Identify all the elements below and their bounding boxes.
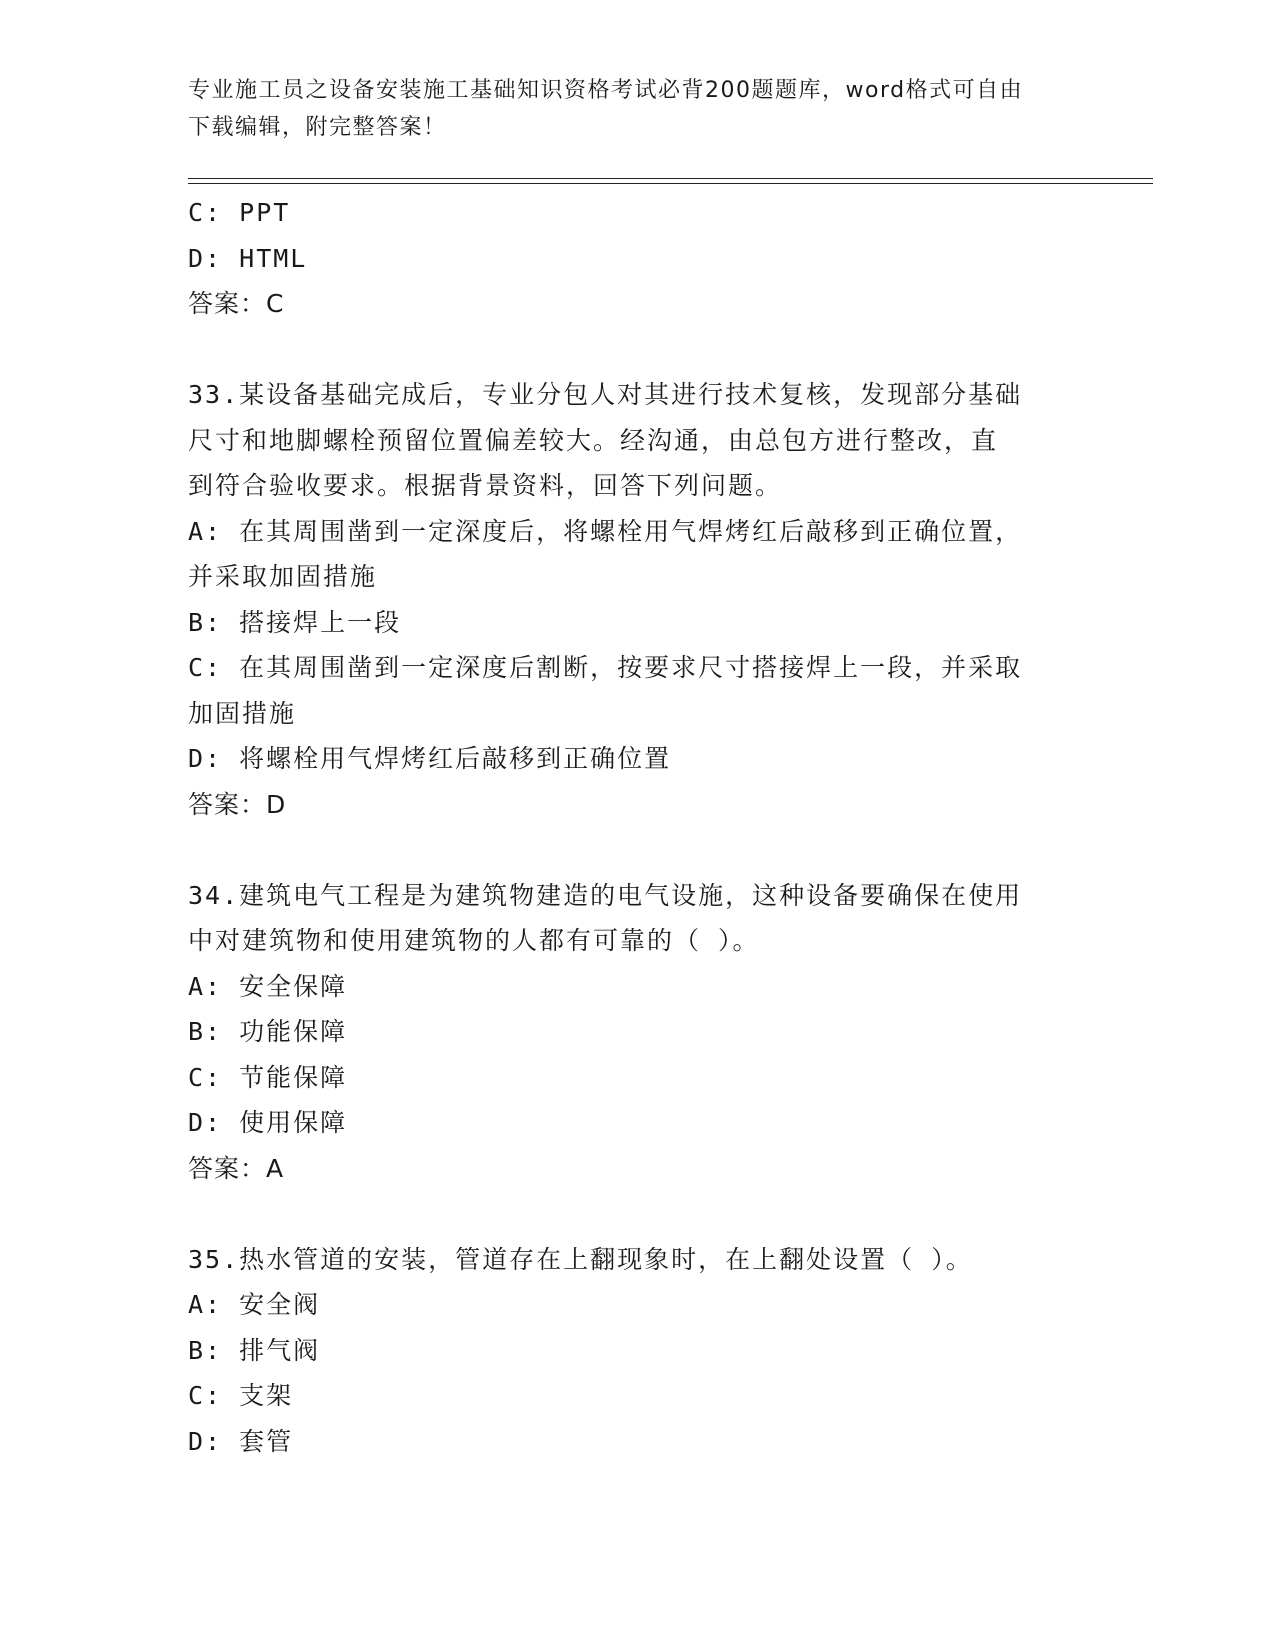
- answer: 答案：A: [188, 1153, 285, 1183]
- option-b: B: 搭接焊上一段: [188, 607, 402, 637]
- question-35: [188, 1237, 1088, 1465]
- option-c: C: 节能保障: [188, 1062, 348, 1092]
- question-stem-line: 34.建筑电气工程是为建筑物建造的电气设施，这种设备要确保在使用: [188, 880, 1023, 910]
- option-d: D: HTML: [188, 243, 308, 273]
- option-d: D: 使用保障: [188, 1108, 348, 1137]
- question-stem-line: 33.某设备基础完成后，专业分包人对其进行技术复核，发现部分基础: [188, 380, 1023, 409]
- option-d: D: 套管: [188, 1426, 294, 1456]
- spacer: [188, 1191, 1088, 1237]
- header-title-line-1: 专业施工员之设备安装施工基础知识资格考试必背200题题库，word格式可自由: [188, 78, 1024, 103]
- header-divider-bottom: [188, 183, 1153, 184]
- answer: 答案：C: [188, 289, 285, 318]
- option-c-continued: 加固措施: [188, 698, 297, 728]
- page-header: [188, 72, 1088, 146]
- option-b: B: 功能保障: [188, 1017, 348, 1046]
- spacer: [188, 327, 1088, 373]
- answer: 答案：D: [188, 789, 287, 819]
- header-title-line-2: 下载编辑，附完整答案！: [188, 115, 447, 140]
- question-stem-line: 尺寸和地脚螺栓预留位置偏差较大。经沟通，由总包方进行整改，直: [188, 425, 999, 455]
- question-stem-line: 中对建筑物和使用建筑物的人都有可靠的（ ）。: [188, 926, 760, 955]
- header-divider-top: [188, 178, 1153, 179]
- spacer: [188, 827, 1088, 873]
- question-34: [188, 873, 1088, 1192]
- option-b: B: 排气阀: [188, 1335, 321, 1365]
- option-c: C: 在其周围凿到一定深度后割断，按要求尺寸搭接焊上一段，并采取: [188, 653, 1023, 682]
- option-d: D: 将螺栓用气焊烤红后敲移到正确位置: [188, 744, 672, 773]
- option-c: C: PPT: [188, 198, 291, 227]
- previous-question-tail: [188, 190, 1088, 327]
- option-a-continued: 并采取加固措施: [188, 562, 378, 591]
- question-content: [188, 190, 1088, 1464]
- question-stem-line: 35.热水管道的安装，管道存在上翻现象时，在上翻处设置（ ）。: [188, 1244, 973, 1274]
- option-a: A: 在其周围凿到一定深度后，将螺栓用气焊烤红后敲移到正确位置，: [188, 516, 1023, 546]
- question-stem-line: 到符合验收要求。根据背景资料，回答下列问题。: [188, 471, 783, 500]
- question-33: [188, 372, 1088, 827]
- option-a: A: 安全阀: [188, 1290, 321, 1319]
- option-a: A: 安全保障: [188, 971, 348, 1001]
- option-c: C: 支架: [188, 1381, 294, 1410]
